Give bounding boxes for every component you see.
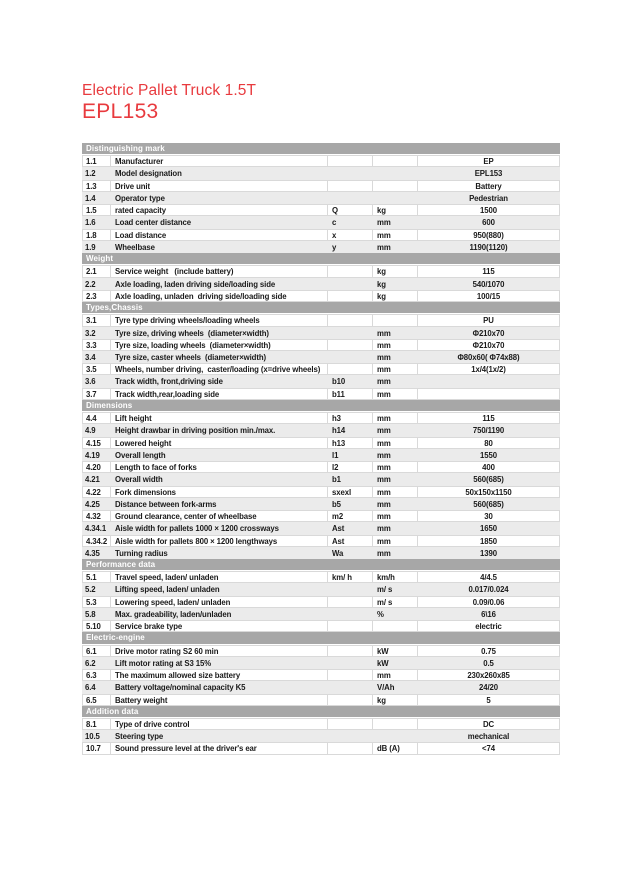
cell-value: 24/20 — [478, 683, 498, 693]
cell-code: 6.2 — [85, 658, 96, 668]
cell-symbol — [328, 657, 373, 669]
cell-code: 2.2 — [85, 279, 96, 289]
cell-label: Tyre type driving wheels/loading wheels — [111, 314, 328, 326]
table-row — [82, 510, 560, 522]
cell-code: 10.7 — [82, 742, 111, 754]
cell-label: Length to face of forks — [111, 461, 328, 473]
table-row — [82, 229, 560, 241]
table-row — [82, 290, 560, 302]
cell-label: Steering type — [115, 732, 164, 742]
cell-value: 560(685) — [473, 499, 504, 509]
cell-symbol: h14 — [332, 426, 346, 436]
cell-code: 4.21 — [85, 475, 100, 485]
table-row — [82, 547, 560, 559]
cell-unit: kg — [373, 694, 418, 706]
cell-label: Type of drive control — [111, 718, 328, 730]
cell-value: 0.09/0.06 — [418, 596, 560, 608]
cell-code: 1.5 — [82, 204, 111, 216]
cell-label: Height drawbar in driving position min./max. — [115, 426, 276, 436]
cell-symbol — [328, 155, 373, 167]
cell-symbol — [328, 339, 373, 351]
cell-unit — [373, 730, 418, 742]
table-row — [82, 424, 560, 436]
cell-value: Pedestrian — [469, 193, 508, 203]
cell-symbol: m2 — [328, 510, 373, 522]
cell-unit: mm — [377, 548, 391, 558]
cell-value: 0.5 — [483, 658, 494, 668]
table-row — [82, 437, 560, 449]
table-row — [82, 265, 560, 277]
table-row — [82, 681, 560, 693]
cell-unit: mm — [373, 535, 418, 547]
cell-code: 3.6 — [85, 377, 96, 387]
cell-label: Lowering speed, laden/ unladen — [111, 596, 328, 608]
cell-value: 1550 — [480, 450, 497, 460]
cell-value: electric — [418, 620, 560, 632]
cell-unit: mm — [377, 242, 391, 252]
cell-symbol: km/ h — [328, 571, 373, 583]
cell-unit: mm — [377, 218, 391, 228]
cell-code: 4.19 — [85, 450, 100, 460]
cell-unit — [373, 180, 418, 192]
table-row — [82, 351, 560, 363]
cell-label: Distance between fork-arms — [115, 499, 217, 509]
cell-unit: mm — [373, 388, 418, 400]
cell-label: rated capacity — [111, 204, 328, 216]
cell-label: Track width,rear,loading side — [111, 388, 328, 400]
cell-unit: mm — [377, 352, 391, 362]
cell-symbol — [328, 742, 373, 754]
cell-code: 5.3 — [82, 596, 111, 608]
cell-unit — [373, 620, 418, 632]
cell-unit: mm — [377, 377, 391, 387]
table-row — [82, 694, 560, 706]
cell-unit: mm — [373, 510, 418, 522]
cell-unit: m/ s — [373, 596, 418, 608]
model-title: EPL153 — [82, 100, 159, 123]
cell-value: 1390 — [480, 548, 497, 558]
cell-value: DC — [418, 718, 560, 730]
cell-code: 1.4 — [85, 193, 96, 203]
cell-unit: mm — [377, 475, 391, 485]
cell-symbol — [328, 608, 373, 620]
cell-label: Model designation — [115, 169, 182, 179]
cell-unit: kg — [373, 290, 418, 302]
cell-symbol — [328, 290, 373, 302]
table-row — [82, 645, 560, 657]
cell-value: EP — [418, 155, 560, 167]
cell-unit: m/ s — [377, 585, 393, 595]
cell-symbol — [328, 620, 373, 632]
cell-label: Operator type — [115, 193, 165, 203]
table-row — [82, 522, 560, 534]
cell-label: Battery weight — [111, 694, 328, 706]
table-row — [82, 192, 560, 204]
cell-unit: mm — [373, 669, 418, 681]
cell-value: 560(685) — [473, 475, 504, 485]
page-title: Electric Pallet Truck 1.5T — [82, 82, 257, 99]
cell-label: Tyre size, caster wheels (diameter×width) — [115, 352, 267, 362]
cell-code: 4.22 — [82, 486, 111, 498]
cell-label: Turning radius — [115, 548, 168, 558]
table-row — [82, 730, 560, 742]
table-row — [82, 608, 560, 620]
cell-code: 1.2 — [85, 169, 96, 179]
cell-label: Tyre size, loading wheels (diameter×width) — [111, 339, 328, 351]
cell-symbol — [328, 167, 373, 179]
cell-symbol — [328, 192, 373, 204]
table-row — [82, 180, 560, 192]
cell-label: Tyre size, driving wheels (diameter×width) — [115, 328, 269, 338]
cell-unit: kW — [377, 658, 389, 668]
cell-code: 6.3 — [82, 669, 111, 681]
cell-unit: mm — [377, 524, 391, 534]
cell-value: mechanical — [467, 732, 510, 742]
table-row — [82, 571, 560, 583]
cell-code: 5.1 — [82, 571, 111, 583]
cell-symbol — [328, 694, 373, 706]
cell-symbol — [328, 596, 373, 608]
cell-label: Lift height — [111, 412, 328, 424]
cell-code: 4.9 — [85, 426, 96, 436]
cell-code: 5.2 — [85, 585, 96, 595]
table-row — [82, 241, 560, 253]
cell-unit: mm — [377, 450, 391, 460]
cell-value: Φ80x60( Φ74x88) — [457, 352, 520, 362]
cell-label: Travel speed, laden/ unladen — [111, 571, 328, 583]
table-row — [82, 278, 560, 290]
cell-code: 1.8 — [82, 229, 111, 241]
cell-unit — [373, 167, 418, 179]
table-row — [82, 167, 560, 179]
cell-code: 1.6 — [85, 218, 96, 228]
cell-unit: kg — [373, 265, 418, 277]
cell-value: 750/1190 — [472, 426, 505, 436]
cell-symbol: b10 — [332, 377, 346, 387]
cell-symbol: Q — [328, 204, 373, 216]
cell-value: 50x150x1150 — [418, 486, 560, 498]
cell-code: 3.4 — [85, 352, 96, 362]
cell-code: 4.32 — [82, 510, 111, 522]
section-header: Electric-engine — [82, 632, 560, 644]
cell-label: Lift motor rating at S3 15% — [115, 658, 212, 668]
cell-value: 115 — [418, 412, 560, 424]
cell-value: 600 — [482, 218, 495, 228]
cell-value: 1500 — [418, 204, 560, 216]
cell-value: 1650 — [480, 524, 497, 534]
cell-symbol — [328, 681, 373, 693]
cell-code: 1.3 — [82, 180, 111, 192]
table-row — [82, 155, 560, 167]
cell-unit: dB (A) — [373, 742, 418, 754]
cell-unit: mm — [373, 363, 418, 375]
cell-unit: mm — [377, 499, 391, 509]
table-row — [82, 486, 560, 498]
cell-value: 115 — [418, 265, 560, 277]
cell-symbol — [328, 180, 373, 192]
cell-code: 3.2 — [85, 328, 96, 338]
cell-code: 4.34.1 — [85, 524, 107, 534]
cell-value: 400 — [418, 461, 560, 473]
table-row — [82, 449, 560, 461]
cell-value: 0.017/0.024 — [468, 585, 509, 595]
table-row — [82, 375, 560, 387]
cell-unit: mm — [377, 328, 391, 338]
cell-value: 1850 — [418, 535, 560, 547]
cell-code: 5.8 — [85, 609, 96, 619]
cell-unit — [373, 718, 418, 730]
cell-symbol — [328, 718, 373, 730]
cell-value: 100/15 — [418, 290, 560, 302]
cell-label: Service brake type — [111, 620, 328, 632]
section-header: Distinguishing mark — [82, 143, 560, 155]
cell-code: 8.1 — [82, 718, 111, 730]
table-row — [82, 742, 560, 754]
cell-label: Track width, front,driving side — [115, 377, 223, 387]
cell-symbol — [328, 314, 373, 326]
cell-symbol: l2 — [328, 461, 373, 473]
cell-code: 2.1 — [82, 265, 111, 277]
cell-label: Lowered height — [111, 437, 328, 449]
cell-label: Manufacturer — [111, 155, 328, 167]
cell-code: 3.7 — [82, 388, 111, 400]
cell-symbol: c — [332, 218, 337, 228]
cell-label: Drive motor rating S2 60 min — [111, 645, 328, 657]
cell-unit: mm — [377, 426, 391, 436]
cell-symbol: Ast — [328, 535, 373, 547]
table-row — [82, 461, 560, 473]
cell-value: 4/4.5 — [418, 571, 560, 583]
cell-value: EPL153 — [474, 169, 503, 179]
cell-code: 4.34.2 — [82, 535, 111, 547]
cell-value: 5 — [418, 694, 560, 706]
section-header: Types,Chassis — [82, 302, 560, 314]
cell-label: The maximum allowed size battery — [111, 669, 328, 681]
cell-value: 950(880) — [418, 229, 560, 241]
cell-value: <74 — [418, 742, 560, 754]
cell-label: Ground clearance, center of wheelbase — [111, 510, 328, 522]
cell-unit: kW — [373, 645, 418, 657]
cell-unit: mm — [373, 461, 418, 473]
cell-value: 0.75 — [418, 645, 560, 657]
cell-symbol: Wa — [332, 548, 344, 558]
cell-unit: mm — [373, 339, 418, 351]
cell-code: 4.20 — [82, 461, 111, 473]
cell-label: Wheelbase — [115, 242, 155, 252]
cell-code: 3.1 — [82, 314, 111, 326]
cell-label: Load distance — [111, 229, 328, 241]
cell-label: Load center distance — [115, 218, 191, 228]
table-row — [82, 498, 560, 510]
cell-code: 4.25 — [85, 499, 100, 509]
table-row — [82, 473, 560, 485]
cell-symbol — [328, 583, 373, 595]
cell-code: 10.5 — [85, 732, 100, 742]
cell-unit: kg — [377, 279, 386, 289]
cell-code: 2.3 — [82, 290, 111, 302]
cell-code: 4.15 — [82, 437, 111, 449]
cell-label: Axle loading, unladen driving side/loading side — [111, 290, 328, 302]
cell-value: PU — [418, 314, 560, 326]
cell-label: Sound pressure level at the driver's ear — [111, 742, 328, 754]
table-row — [82, 339, 560, 351]
section-header: Dimensions — [82, 400, 560, 412]
cell-unit: mm — [373, 229, 418, 241]
table-row — [82, 412, 560, 424]
cell-unit — [373, 314, 418, 326]
cell-symbol: h13 — [328, 437, 373, 449]
cell-symbol: sxexl — [328, 486, 373, 498]
cell-value — [418, 388, 560, 400]
cell-symbol: b11 — [328, 388, 373, 400]
spec-table — [82, 143, 560, 755]
cell-symbol — [328, 363, 373, 375]
cell-label: Overall length — [115, 450, 166, 460]
cell-symbol — [328, 669, 373, 681]
cell-code: 3.3 — [82, 339, 111, 351]
cell-symbol: b1 — [332, 475, 341, 485]
cell-symbol — [328, 278, 373, 290]
cell-unit: V/Ah — [377, 683, 395, 693]
table-row — [82, 314, 560, 326]
table-row — [82, 216, 560, 228]
cell-value: 1190(1120) — [469, 242, 508, 252]
cell-symbol: Ast — [332, 524, 345, 534]
section-header: Addition data — [82, 706, 560, 718]
cell-label: Aisle width for pallets 1000 × 1200 crossways — [115, 524, 279, 534]
table-row — [82, 596, 560, 608]
cell-unit: kg — [373, 204, 418, 216]
cell-value: 1x/4(1x/2) — [418, 363, 560, 375]
cell-label: Aisle width for pallets 800 × 1200 lengthways — [111, 535, 328, 547]
cell-value — [418, 375, 560, 387]
cell-symbol: b5 — [332, 499, 341, 509]
cell-unit: % — [377, 609, 384, 619]
table-row — [82, 657, 560, 669]
cell-code: 4.35 — [85, 548, 100, 558]
cell-unit: mm — [373, 437, 418, 449]
cell-unit — [373, 192, 418, 204]
cell-code: 4.4 — [82, 412, 111, 424]
cell-unit: km/h — [373, 571, 418, 583]
cell-label: Wheels, number driving, caster/loading (x=drive wheels) — [111, 363, 328, 375]
cell-code: 6.4 — [85, 683, 96, 693]
cell-label: Lifting speed, laden/ unladen — [115, 585, 220, 595]
cell-label: Max. gradeability, laden/unladen — [115, 609, 232, 619]
table-row — [82, 718, 560, 730]
cell-label: Service weight (include battery) — [111, 265, 328, 277]
cell-label: Overall width — [115, 475, 163, 485]
cell-symbol: y — [332, 242, 337, 252]
cell-value: Battery — [418, 180, 560, 192]
cell-value: Φ210x70 — [472, 328, 505, 338]
cell-unit: mm — [373, 486, 418, 498]
cell-symbol — [328, 730, 373, 742]
cell-unit: mm — [373, 412, 418, 424]
cell-label: Axle loading, laden driving side/loading side — [115, 279, 276, 289]
cell-code: 6.1 — [82, 645, 111, 657]
table-row — [82, 363, 560, 375]
cell-symbol — [328, 645, 373, 657]
cell-symbol: h3 — [328, 412, 373, 424]
table-row — [82, 327, 560, 339]
cell-symbol: l1 — [332, 450, 339, 460]
cell-value: 6\16 — [481, 609, 496, 619]
cell-code: 1.1 — [82, 155, 111, 167]
table-row — [82, 620, 560, 632]
cell-value: Φ210x70 — [418, 339, 560, 351]
cell-value: 230x260x85 — [418, 669, 560, 681]
cell-symbol: x — [328, 229, 373, 241]
cell-label: Battery voltage/nominal capacity K5 — [115, 683, 246, 693]
section-header: Performance data — [82, 559, 560, 571]
table-row — [82, 535, 560, 547]
table-row — [82, 388, 560, 400]
cell-code: 5.10 — [82, 620, 111, 632]
cell-label: Fork dimensions — [111, 486, 328, 498]
cell-symbol — [328, 351, 373, 363]
cell-value: 30 — [418, 510, 560, 522]
cell-value: 540/1070 — [472, 279, 505, 289]
cell-label: Drive unit — [111, 180, 328, 192]
table-row — [82, 204, 560, 216]
cell-unit — [373, 155, 418, 167]
section-header: Weight — [82, 253, 560, 265]
cell-code: 3.5 — [82, 363, 111, 375]
cell-code: 6.5 — [82, 694, 111, 706]
cell-value: 80 — [418, 437, 560, 449]
table-row — [82, 583, 560, 595]
cell-code: 1.9 — [85, 242, 96, 252]
cell-symbol — [328, 327, 373, 339]
cell-symbol — [328, 265, 373, 277]
table-row — [82, 669, 560, 681]
